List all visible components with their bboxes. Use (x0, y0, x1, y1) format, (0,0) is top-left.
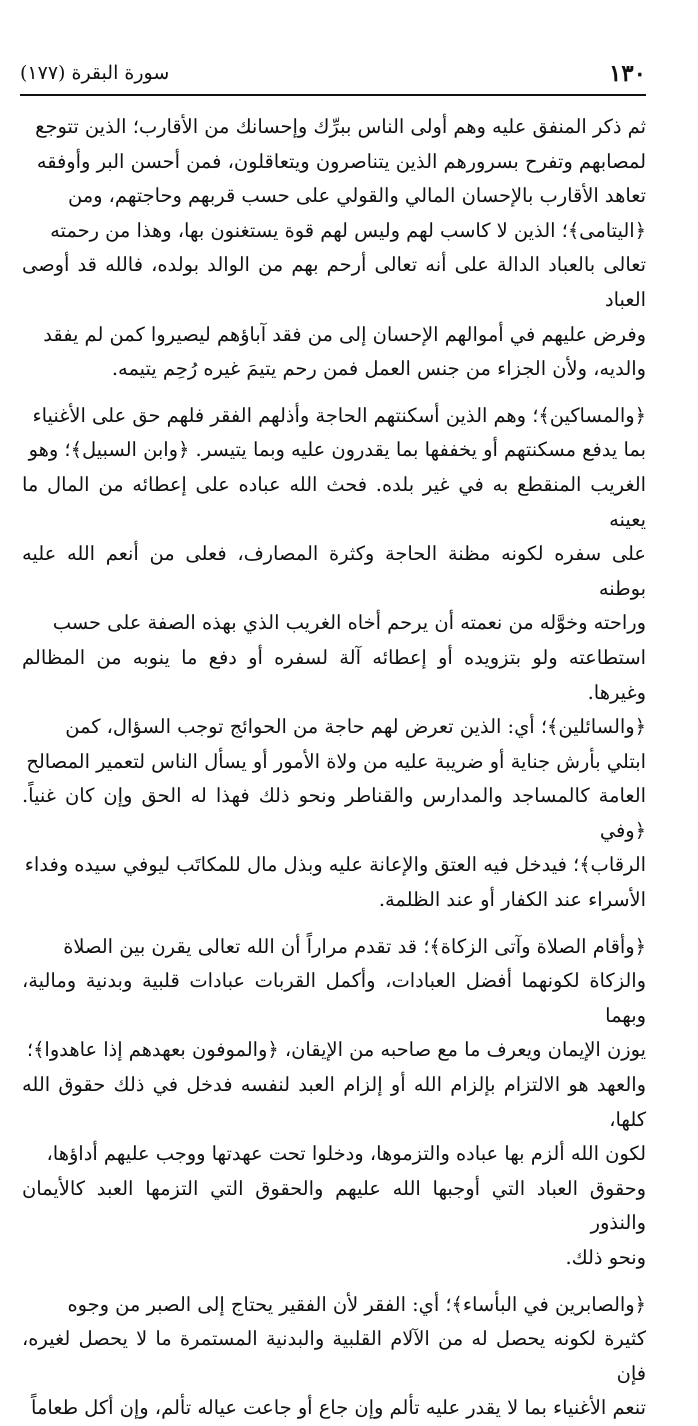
text-line: على سفره لكونه مظنة الحاجة وكثرة المصارف، فعلى من أنعم الله عليه بوطنه (22, 542, 646, 600)
text-line: الرقاب﴾؛ فيدخل فيه العتق والإعانة عليه وبذل مال للمكاتَب ليوفي سيده وفداء (24, 853, 646, 877)
text-line: تعاهد الأقارب بالإحسان المالي والقولي على حسب قربهم وحاجتهم، ومن (67, 184, 646, 208)
text-line: تعالى بالعباد الدالة على أنه تعالى أرحم بهم من الوالد بولده، فالله قد أوصى العباد (22, 253, 646, 311)
surah-title: سورة البقرة (١٧٧) (20, 62, 170, 84)
text-line: الأسراء عند الكفار أو عند الظلمة. (378, 888, 646, 912)
paragraph-needy (22, 399, 646, 710)
text-line: يوزن الإيمان ويعرف ما مع صاحبه من الإيقان، ﴿والموفون بعهدهم إذا عاهدوا﴾؛ (26, 1038, 646, 1062)
text-line: ابتلي بأرش جناية أو ضريبة عليه من ولاة الأمور أو يسأل الناس لتعمير المصالح (26, 749, 646, 773)
text-line: الغريب المنقطع به في غير بلده. فحث الله عباده على إعطائه من المال ما يعينه (22, 472, 646, 531)
text-line: وحقوق العباد التي أوجبها الله عليهم والحقوق التي التزمها العبد كالأيمان والنذور (22, 1176, 646, 1235)
header-divider (20, 94, 646, 96)
text-line: تنعم الأغنياء بما لا يقدر عليه تألم وإن جاع أو جاعت عياله تألم، وإن أكل طعاماً (31, 1396, 646, 1420)
paragraph-askers (22, 710, 646, 918)
paragraph-patient (22, 1288, 646, 1426)
text-line: ﴿والسائلين﴾؛ أي: الذين تعرض لهم حاجة من الحوائج توجب السؤال، كمن (65, 715, 646, 739)
text-line: ثم ذكر المنفق عليه وهم أولى الناس ببرِّك وإحسانك من الأقارب؛ الذين تتوجع (35, 115, 646, 138)
text-line: ﴿وأقام الصلاة وآتى الزكاة﴾؛ قد تقدم مراراً أن الله تعالى يقرن بين الصلاة (63, 934, 646, 958)
text-line: وراحته وخوَّله من نعمته أن يرحم أخاه الغريب الذي بهذه الصفة على حسب (52, 611, 646, 635)
text-line: ﴿اليتامى﴾؛ الذين لا كاسب لهم وليس لهم قوة يستغنون بها، وهذا من رحمته (50, 218, 646, 242)
page-content (22, 110, 646, 1426)
text-line: وفرض عليهم في أموالهم الإحسان إلى من فقد آباؤهم ليصيروا كمن لم يفقد (43, 322, 646, 346)
paragraph-prayer-zakat (22, 930, 646, 1276)
text-line: والديه، ولأن الجزاء من جنس العمل فمن رحم يتيمَ غيره رُحِم يتيمه. (111, 357, 646, 381)
text-line: استطاعته ولو بتزويده أو إعطائه آلة لسفره أو دفع ما ينوبه من المظالم وغيرها. (22, 645, 646, 704)
text-line: كثيرة لكونه يحصل له من الآلام القلبية والبدنية المستمرة ما لا يحصل لغيره، فإن (22, 1327, 646, 1385)
text-line: العامة كالمساجد والمدارس والقناطر ونحو ذلك فهذا له الحق وإن كان غنياً. ﴿وفي (22, 784, 646, 842)
text-line: ﴿والصابرين في البأساء﴾؛ أي: الفقر لأن الفقير يحتاج إلى الصبر من وجوه (67, 1292, 646, 1316)
text-line: لمصابهم وتفرح بسرورهم الذين يتناصرون ويتعاقلون، فمن أحسن البر وأوفقه (36, 149, 646, 173)
text-line: ﴿والمساكين﴾؛ وهم الذين أسكنتهم الحاجة وأذلهم الفقر فلهم حق على الأغنياء (32, 403, 646, 427)
text-line: لكون الله ألزم بها عباده والتزموها، ودخلوا تحت عهدتها ووجب عليهم أداؤها، (46, 1142, 646, 1166)
page-header (20, 58, 646, 94)
page-number: ١٣٠ (608, 60, 646, 87)
text-line: والعهد هو الالتزام بإلزام الله أو إلزام العبد لنفسه فدخل في ذلك حقوق الله كلها، (22, 1073, 646, 1131)
text-line: والزكاة لكونهما أفضل العبادات، وأكمل القربات عبادات قلبية وبدنية ومالية، وبهما (22, 969, 646, 1027)
text-line: ونحو ذلك. (565, 1246, 646, 1269)
text-line: بما يدفع مسكنتهم أو يخففها بما يقدرون عليه وبما يتيسر. ﴿وابن السبيل﴾؛ وهو (28, 438, 646, 462)
paragraph-orphans (22, 110, 646, 387)
